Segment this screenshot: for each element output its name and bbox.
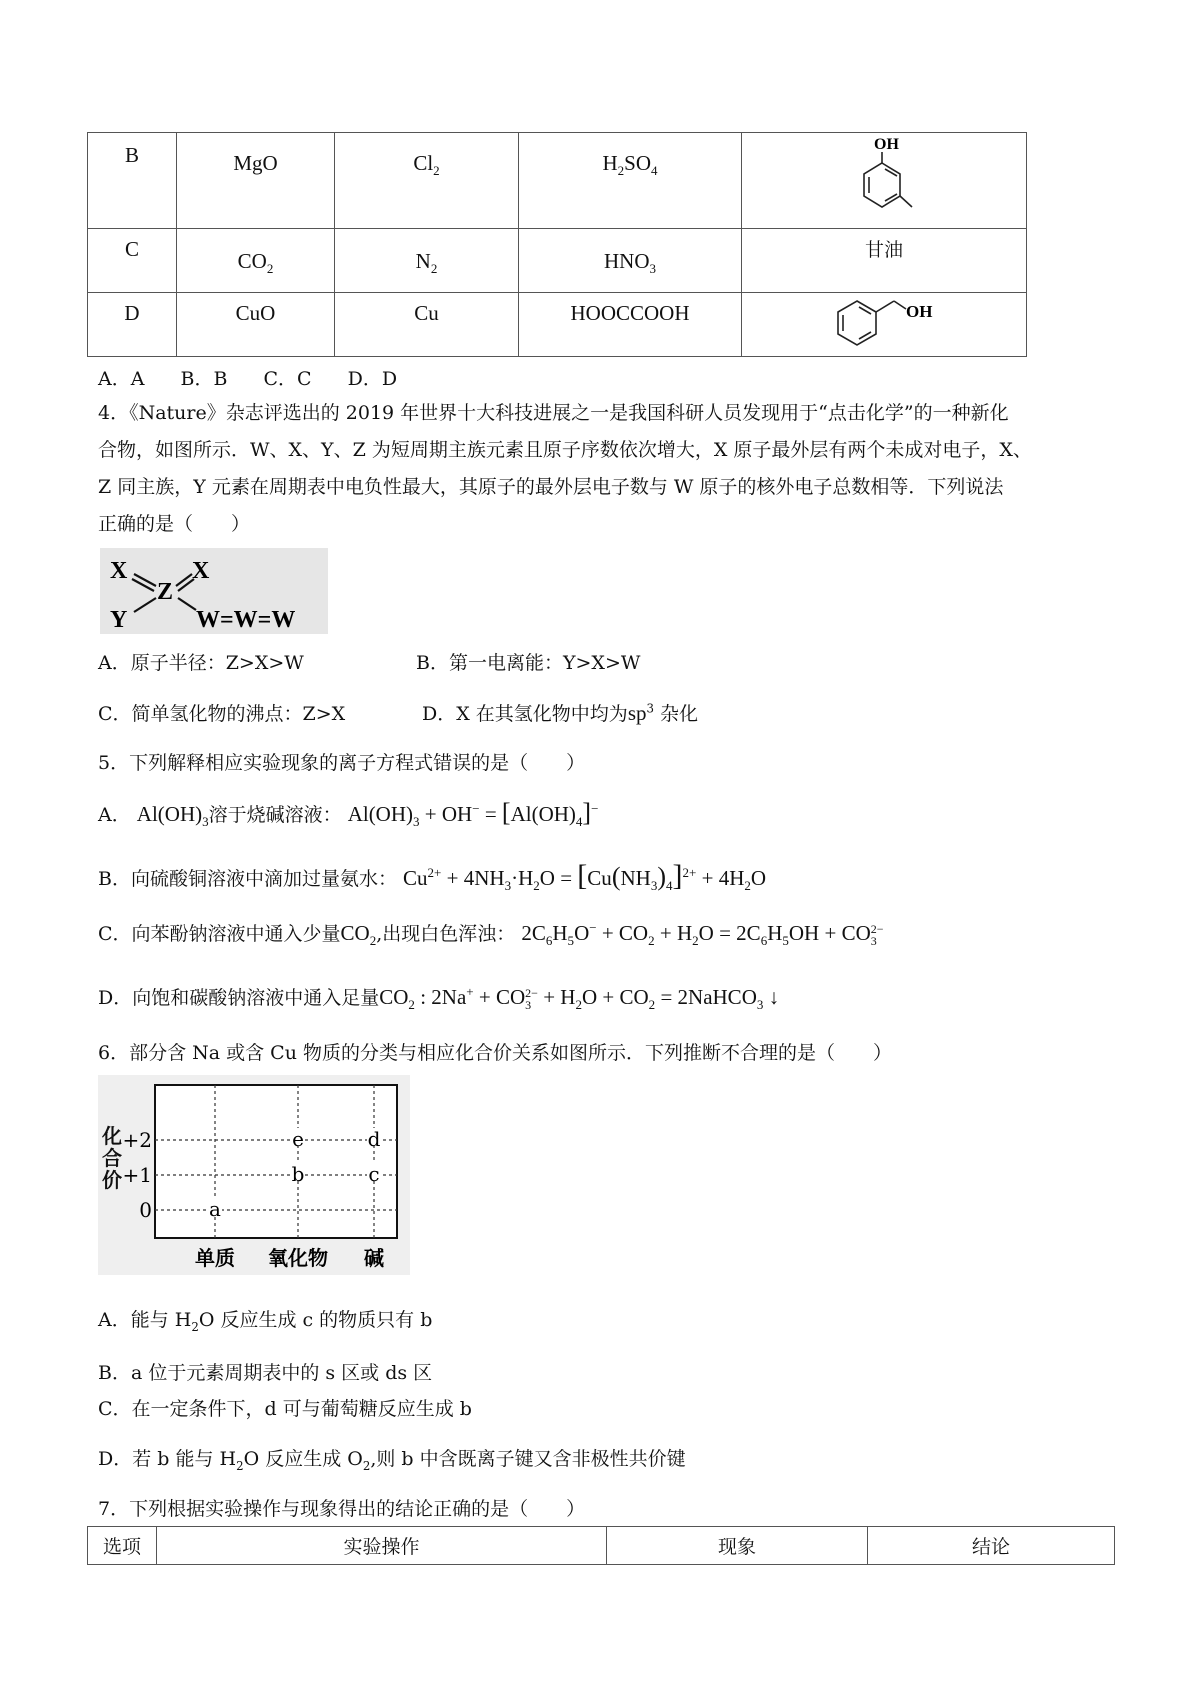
- y-tick-label: +2: [122, 1128, 152, 1152]
- point-d: d: [367, 1127, 381, 1151]
- point-c: c: [368, 1162, 380, 1186]
- precipitate-arrow-icon: ↓: [768, 985, 780, 1009]
- subscript: 2: [266, 261, 274, 277]
- cell-text: MgO: [233, 151, 278, 175]
- y-tick-label: +1: [122, 1163, 152, 1187]
- q5-option-c[interactable]: [98, 919, 884, 947]
- benzyl-alcohol-structure-icon: [830, 297, 960, 355]
- option-text: 溶于烧碱溶液：: [208, 804, 342, 826]
- subscript: 4: [651, 163, 658, 179]
- cell: [519, 229, 742, 293]
- header-option: 选项: [88, 1527, 157, 1565]
- point-b: b: [291, 1162, 305, 1186]
- cell: [335, 293, 519, 357]
- option-letter: A．: [98, 804, 131, 826]
- cell: [335, 133, 519, 229]
- option-text: D．X 在其氢化物中均为: [422, 703, 628, 725]
- atom-y: Y: [110, 607, 128, 633]
- subscript: 2: [433, 163, 440, 179]
- cell-text: N: [415, 249, 431, 273]
- q4-option-c[interactable]: C．简单氢化物的沸点：Z>X: [98, 703, 346, 725]
- subscript: 2: [617, 163, 625, 179]
- option-text: O 反应生成 O: [243, 1448, 363, 1470]
- option-text: O 反应生成 c 的物质只有 b: [198, 1309, 433, 1331]
- cell-text: HOOCCOOH: [570, 301, 690, 325]
- point-a: a: [209, 1197, 221, 1221]
- header-phenomenon: 现象: [607, 1527, 868, 1565]
- table-row: [88, 133, 1027, 229]
- atom-x: X: [192, 558, 210, 584]
- atom-x: X: [110, 558, 128, 584]
- q4-option-b[interactable]: B．第一电离能：Y>X>W: [416, 652, 641, 674]
- w-chain: W=W=W: [196, 607, 296, 633]
- formula: $Al(OH)_3$: [136, 802, 209, 830]
- cell: [177, 293, 335, 357]
- choice-b[interactable]: B．B: [180, 368, 228, 390]
- option-text: 杂化: [654, 703, 699, 725]
- table-header-row: [88, 1527, 1115, 1565]
- option-label: B: [124, 143, 139, 167]
- q5-option-d[interactable]: [98, 983, 779, 1011]
- q5-option-a[interactable]: [98, 798, 598, 828]
- q6-valence-chart: [98, 1075, 410, 1275]
- m-cresol-structure-icon: [860, 135, 940, 225]
- choice-a[interactable]: A．A: [98, 368, 145, 390]
- cell: [519, 293, 742, 357]
- option-text: ,出现白色浑浊：: [376, 923, 516, 945]
- cell: [519, 133, 742, 229]
- cell: [742, 133, 1027, 229]
- q4-option-d[interactable]: [422, 699, 698, 726]
- q4-line: 合物，如图所示．W、X、Y、Z 为短周期主族元素且原子序数依次增大，X 原子最外层有两个未成对电子，X、: [98, 439, 1032, 461]
- cell-text: CO: [237, 249, 267, 273]
- cell-text: 甘油: [864, 239, 903, 261]
- oh-label: OH: [874, 136, 899, 153]
- cell: [742, 293, 1027, 357]
- option-text: D．若 b 能与 H: [98, 1448, 237, 1470]
- q6-option-a[interactable]: [98, 1305, 432, 1332]
- q4-line: 正确的是（ ）: [98, 513, 251, 535]
- q3-table: [87, 132, 1027, 357]
- q5-stem: 5．下列解释相应实验现象的离子方程式错误的是（ ）: [98, 752, 586, 774]
- table-row: [88, 229, 1027, 293]
- y-axis-label: 化合价: [102, 1124, 122, 1192]
- x-category-label: 碱: [364, 1246, 384, 1270]
- cell: [742, 229, 1027, 293]
- q4-molecule-figure: [100, 548, 328, 634]
- q7-table: [87, 1526, 1115, 1565]
- q4-line: 4．《Nature》杂志评选出的 2019 年世界十大科技进展之一是我国科研人员发现用于“点击化学”的一种新化: [98, 402, 1009, 424]
- option-label: D: [124, 301, 140, 325]
- cell-text: H: [602, 151, 618, 175]
- cell-text: CuO: [235, 301, 276, 325]
- chart-frame: [155, 1085, 397, 1238]
- option-cell: [88, 133, 177, 229]
- q7-stem: 7．下列根据实验操作与现象得出的结论正确的是（ ）: [98, 1498, 586, 1520]
- subscript: 2: [362, 1458, 371, 1473]
- q6-option-d[interactable]: [98, 1444, 686, 1471]
- subscript: 2: [430, 261, 438, 277]
- cell-text: SO: [624, 151, 652, 175]
- option-text: B．向硫酸铜溶液中滴加过量氨水：: [98, 868, 397, 890]
- formula: sp: [627, 701, 647, 725]
- option-cell: [88, 293, 177, 357]
- cell: [177, 229, 335, 293]
- choice-c[interactable]: C．C: [263, 368, 312, 390]
- option-cell: [88, 229, 177, 293]
- point-e: e: [292, 1127, 304, 1151]
- atom-z: Z: [157, 579, 174, 605]
- x-category-label: 单质: [195, 1246, 235, 1270]
- subscript: 3: [649, 261, 656, 277]
- x-category-label: 氧化物: [268, 1246, 328, 1270]
- q3-choices: [98, 364, 397, 391]
- equation: $Al(OH)_3 + OH^- = [Al(OH)_4]^-$: [347, 798, 599, 830]
- q6-stem: 6．部分含 Na 或含 Cu 物质的分类与相应化合价关系如图所示．下列推断不合理的是（ ）: [98, 1042, 892, 1064]
- q6-option-c[interactable]: C．在一定条件下，d 可与葡萄糖反应生成 b: [98, 1398, 472, 1420]
- cell-text: HNO: [603, 249, 650, 273]
- cell-text: Cl: [413, 151, 434, 175]
- superscript: 3: [646, 701, 654, 716]
- option-text: C．向苯酚钠溶液中通入少量: [98, 923, 341, 945]
- q4-stem: [98, 395, 1032, 543]
- subscript: 2: [191, 1319, 199, 1334]
- subscript: 2: [236, 1458, 244, 1473]
- option-text: D．向饱和碳酸钠溶液中通入足量: [98, 987, 380, 1009]
- header-conclusion: 结论: [868, 1527, 1115, 1565]
- cell-text: Cu: [414, 301, 439, 325]
- cell: [177, 133, 335, 229]
- choice-d[interactable]: D．D: [347, 368, 398, 390]
- table-row: [88, 293, 1027, 357]
- option-text: ,则 b 中含既离子键又含非极性共价键: [370, 1448, 686, 1470]
- q4-line: Z 同主族，Y 元素在周期表中电负性最大，其原子的最外层电子数与 W 原子的核外电子总数相等．下列说法: [98, 476, 1004, 498]
- equation: $2C_6H_5O^- + CO_2 + H_2O = 2C_6H_5OH$ + CO 2− 3: [521, 920, 884, 949]
- oh-label: OH: [906, 302, 933, 321]
- cell: [335, 229, 519, 293]
- equation: $Cu^{2+} + 4NH_3\cdot H_2O = [Cu(NH_3)_4]^{2+} + 4H_2O$: [403, 859, 767, 894]
- y-tick-label: 0: [139, 1198, 152, 1222]
- option-text: A．能与 H: [98, 1309, 192, 1331]
- q5-option-b[interactable]: [98, 859, 766, 893]
- q6-option-b[interactable]: B．a 位于元素周期表中的 s 区或 ds 区: [98, 1362, 433, 1384]
- formula: $CO_2$: [340, 921, 377, 949]
- option-label: C: [124, 237, 139, 261]
- q4-option-a[interactable]: A．原子半径：Z>X>W: [98, 652, 304, 674]
- header-operation: 实验操作: [157, 1527, 607, 1565]
- equation: $CO_2$ : 2Na+ + CO 2− 3 + $H_2O + CO_2$ = 2NaHCO$_3$ ↓: [379, 984, 780, 1013]
